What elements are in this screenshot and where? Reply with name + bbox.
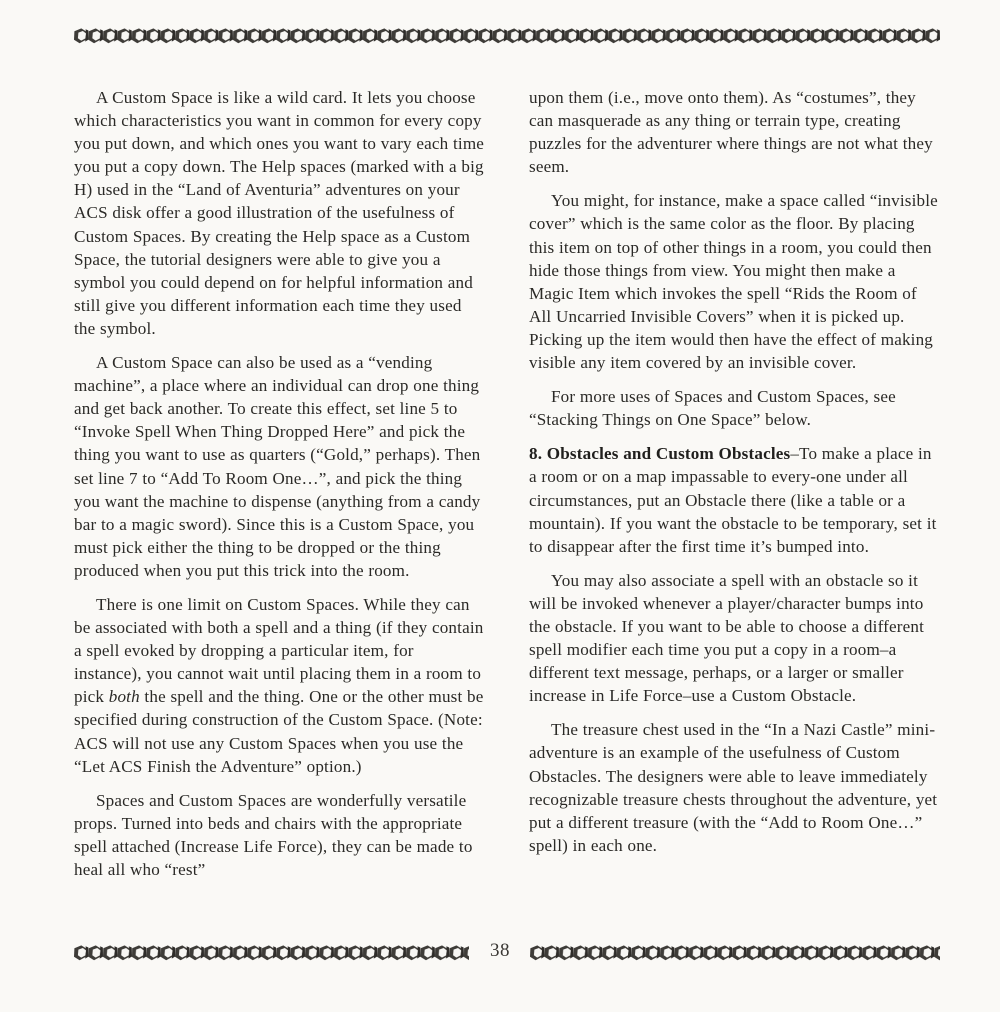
section-8-obstacles-and-custom-obstacles (529, 442, 940, 557)
paragraph-associate-spell-with-obstacle: You may also associate a spell with an obstacle so it will be invoked whenever a player/character bumps into the obstacle. If you want to be able to choose a different spell modifier each time you put a copy in a room–a different text message, perhaps, or a larger or smaller increase in Life Force–use a Custom Obstacle. (529, 570, 925, 706)
emphasis-both: both (108, 687, 140, 707)
paragraph-one-limit-text-before: There is one limit on Custom Spaces. While they can be associated with both a spell and a thing (if they contain a spell evoked by dropping a particular item, for instance), you cannot wait until placing them in a room to pick (74, 594, 484, 707)
paragraph-treasure-chest-example: The treasure chest used in the “In a Nazi Castle” mini-adventure is an example of the usefulness of Custom Obstacles. The designers were able to leave immediately recognizable treasure chests throughout the adventure, yet put a different treasure (with the “Add to Room One…” spell) in each one. (529, 720, 938, 855)
chain-scroll-ornament-icon (74, 27, 940, 45)
paragraph-costumes-continuation: upon them (i.e., move onto them). As “costumes”, they can masquerade as any thing or terrain type, creating puzzles for the adventurer where things are not what they seem. (529, 88, 933, 177)
paragraph-one-limit (74, 593, 485, 778)
paragraph-custom-space-wild-card: A Custom Space is like a wild card. It lets you choose which characteristics you want in common for every copy you put down, and which ones you want to vary each time you put a copy down. The Help spaces (marked with a big H) used in the “Land of Aventuria” adventures on your ACS disk offer a good illustration of the usefulness of Custom Spaces. By creating the Help space as a Custom Space, the tutorial designers were able to give you a symbol you could depend on for helpful information and still give you different information each time they used the symbol. (74, 88, 485, 338)
paragraph-vending-machine: A Custom Space can also be used as a “vending machine”, a place where an individual can drop one thing and get back another. To create this effect, set line 5 to “Invoke Spell When Thing Dropped Here” and pick the thing you want to use as quarters (“Gold,” perhaps). Then set line 7 to “Add To Room One…”, and pick the thing you want the machine to dispense (anything from a candy bar to a magic sword). Since this is a Custom Space, you must pick either the thing to be dropped or the thing produced when you put this trick into the room. (74, 353, 481, 580)
paragraph-versatile-props: Spaces and Custom Spaces are wonderfully versatile props. Turned into beds and chairs with the appropriate spell attached (Increase Life Force), they can be made to heal all who “rest” (74, 790, 473, 879)
top-ornament-band (74, 26, 940, 46)
two-column-body (74, 86, 940, 906)
section-heading-label: 8. Obstacles and Custom Obstacles (529, 444, 791, 464)
bottom-right-ornament-band (530, 943, 940, 963)
page-number: 38 (490, 940, 510, 961)
chain-scroll-ornament-icon (74, 944, 469, 962)
paragraph-one-limit-text-after: the spell and the thing. One or the other must be specified during construction of the Custom Space. (Note: ACS will not use any Custom Spaces when you use the “Let ACS Finish the Adventure” option.) (74, 687, 484, 776)
chain-scroll-ornament-icon (530, 944, 940, 962)
left-column (74, 86, 485, 906)
paragraph-more-uses-cross-reference: For more uses of Spaces and Custom Spaces, see “Stacking Things on One Space” below. (529, 387, 896, 430)
section-8-body-text: –To make a place in a room or on a map impassable to every-one under all circumstances, put an Obstacle there (like a table or a mountain). If you want the obstacle to be temporary, set it to disappear after the first time it’s bumped into. (529, 444, 937, 556)
right-column (529, 86, 940, 906)
bottom-left-ornament-band (74, 943, 469, 963)
paragraph-invisible-cover: You might, for instance, make a space called “invisible cover” which is the same color as the floor. By placing this item on top of other things in a room, you could then hide those things from view. You might then make a Magic Item which invokes the spell “Rids the Room of All Uncarried Invisible Covers” when it is picked up. Picking up the item would then have the effect of making visible any item covered by an invisible cover. (529, 191, 938, 373)
